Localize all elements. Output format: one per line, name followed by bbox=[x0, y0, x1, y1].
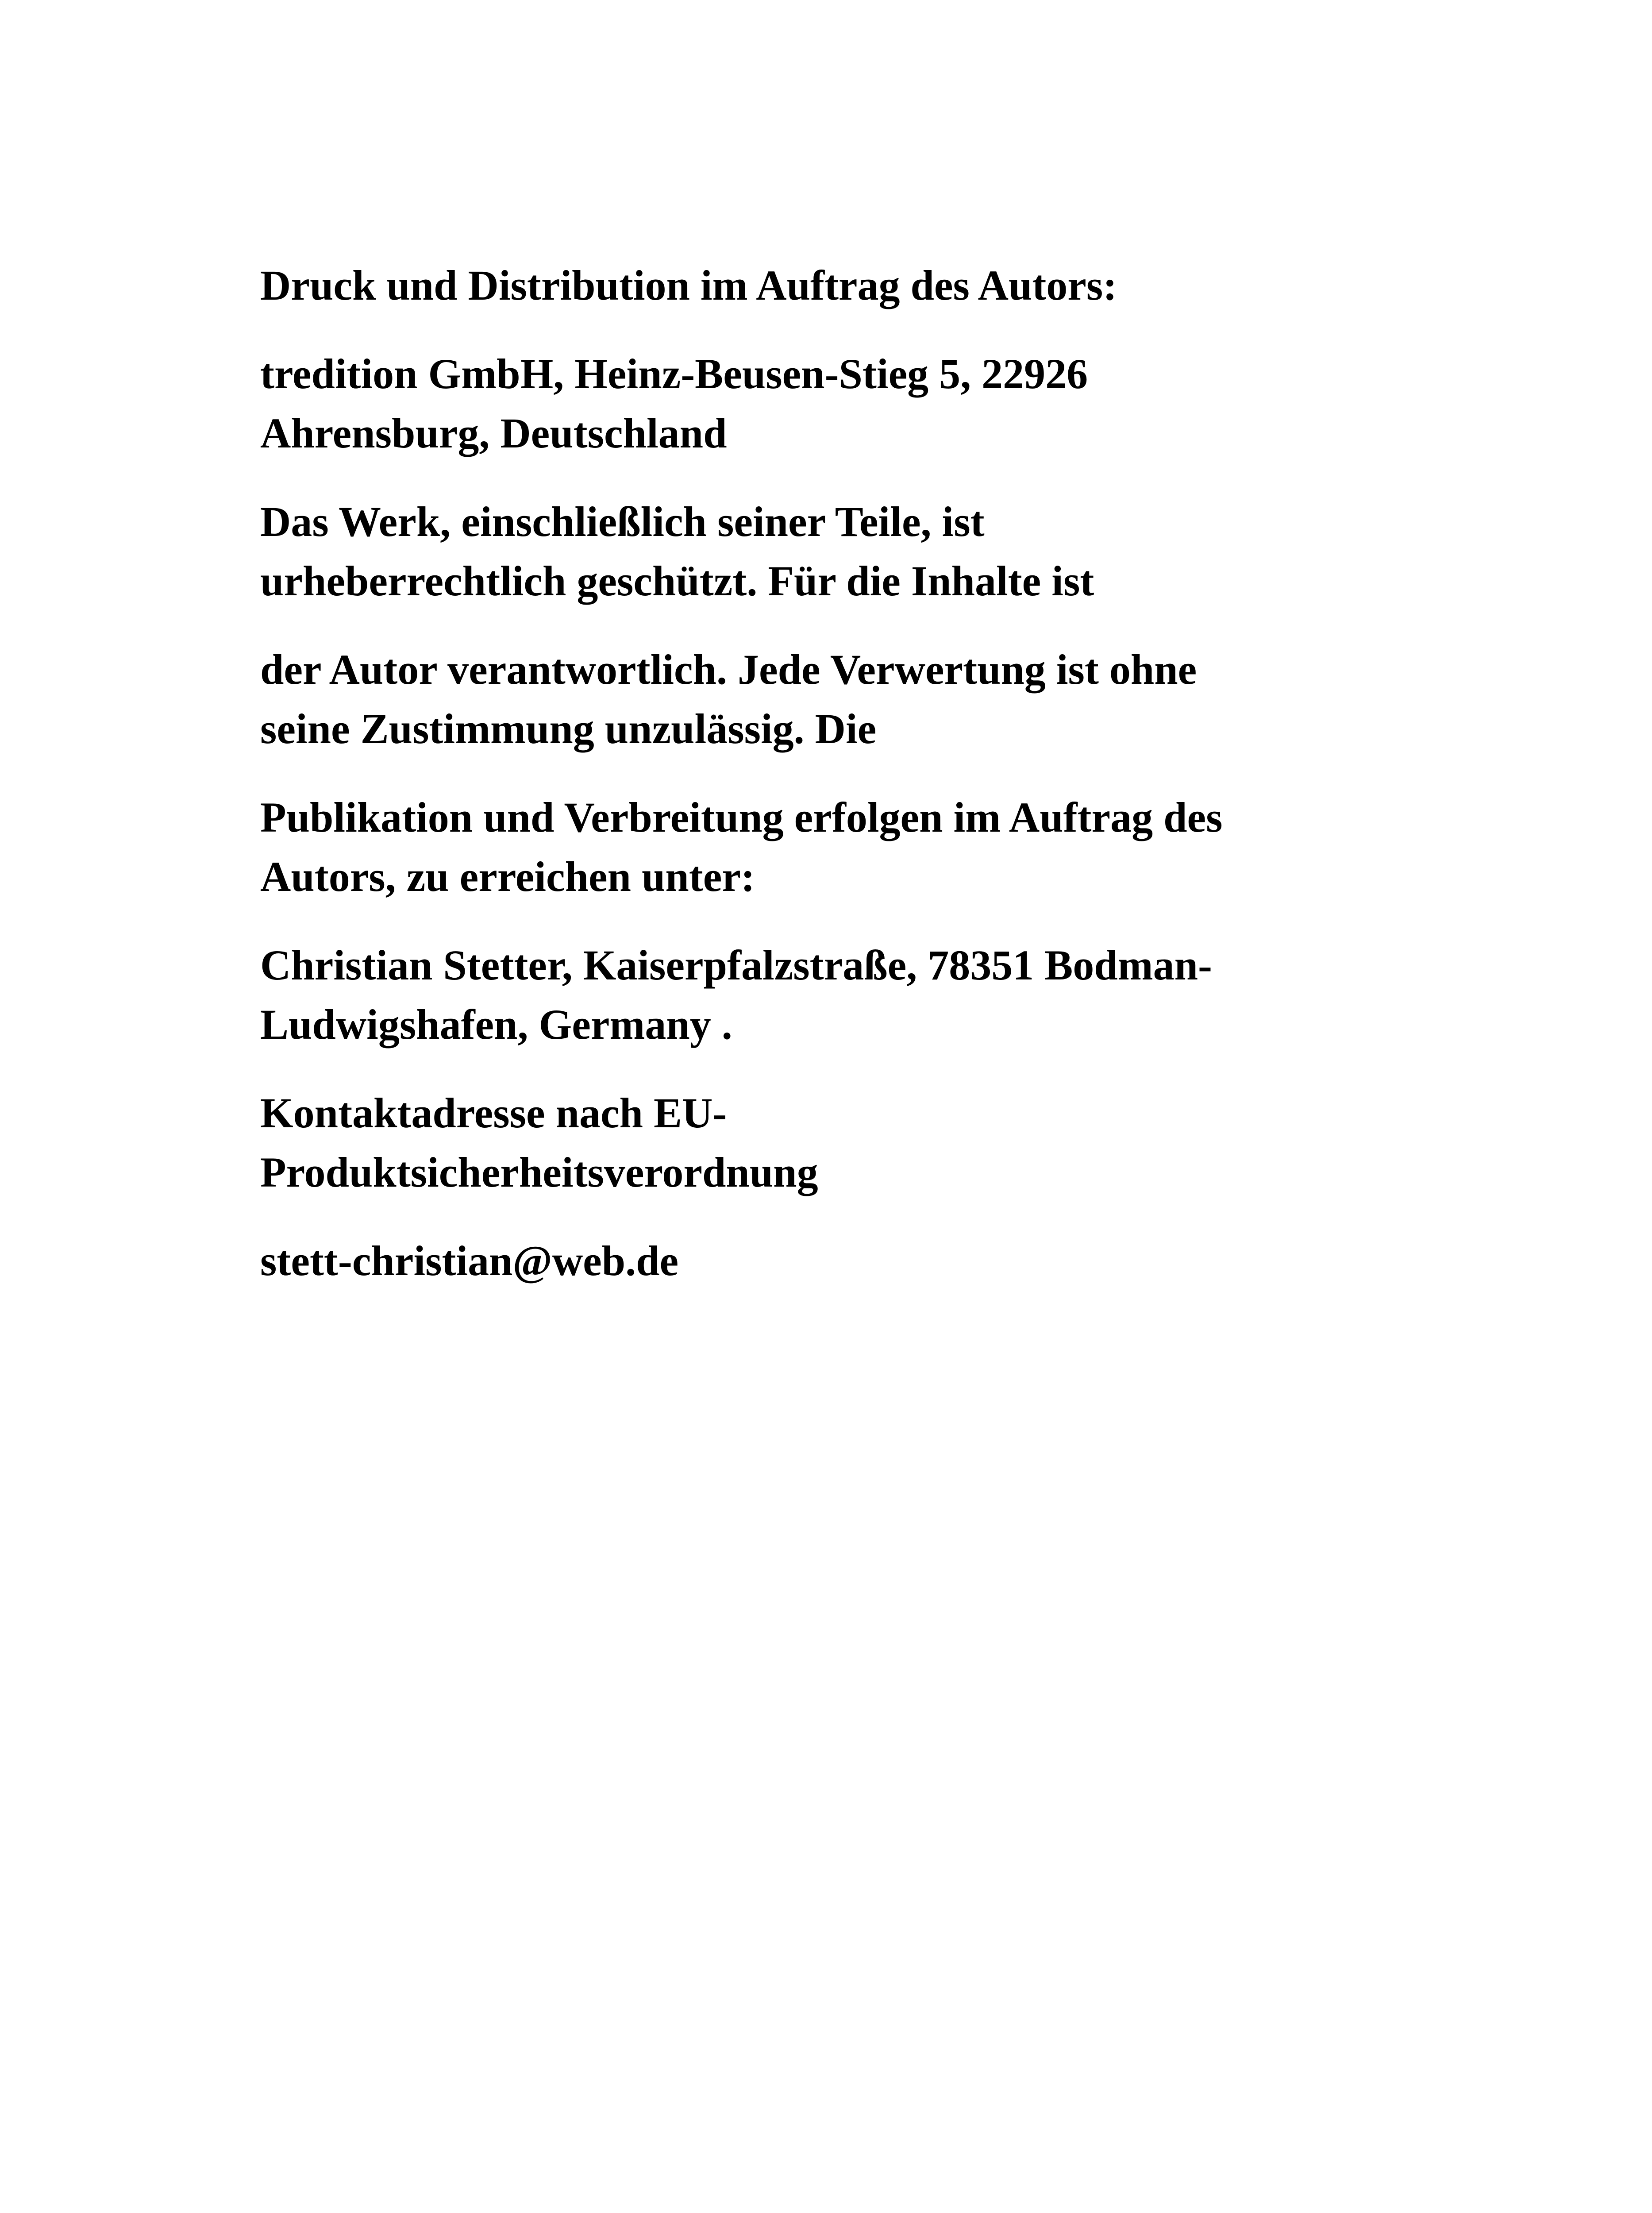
text-line: seine Zustimmung unzulässig. Die bbox=[260, 705, 877, 752]
paragraph-contact-heading bbox=[260, 1083, 1393, 1202]
imprint-text-block bbox=[260, 256, 1393, 1320]
text-line: Druck und Distribution im Auftrag des Autors: bbox=[260, 262, 1117, 309]
text-line: Produktsicherheitsverordnung bbox=[260, 1149, 818, 1196]
text-line: tredition GmbH, Heinz-Beusen-Stieg 5, 22926 bbox=[260, 350, 1088, 397]
paragraph-publication bbox=[260, 788, 1393, 906]
text-line: Kontaktadresse nach EU- bbox=[260, 1089, 727, 1137]
contact-email: stett-christian@web.de bbox=[260, 1237, 679, 1284]
paragraph-author-address bbox=[260, 936, 1393, 1054]
text-line: urheberrechtlich geschützt. Für die Inhalte ist bbox=[260, 557, 1094, 605]
text-line: der Autor verantwortlich. Jede Verwertung ist ohne bbox=[260, 646, 1197, 693]
text-line: Publikation und Verbreitung erfolgen im Auftrag des bbox=[260, 794, 1223, 841]
paragraph-print-distribution bbox=[260, 256, 1393, 315]
text-line: Das Werk, einschließlich seiner Teile, ist bbox=[260, 498, 985, 545]
paragraph-publisher-address bbox=[260, 344, 1393, 463]
text-line: Ludwigshafen, Germany . bbox=[260, 1001, 732, 1048]
paragraph-copyright bbox=[260, 492, 1393, 611]
text-line: Autors, zu erreichen unter: bbox=[260, 853, 755, 900]
text-line: Christian Stetter, Kaiserpfalzstraße, 78351 Bodman- bbox=[260, 941, 1212, 989]
paragraph-contact-email bbox=[260, 1231, 1393, 1291]
paragraph-responsibility bbox=[260, 640, 1393, 759]
text-line: Ahrensburg, Deutschland bbox=[260, 409, 727, 457]
